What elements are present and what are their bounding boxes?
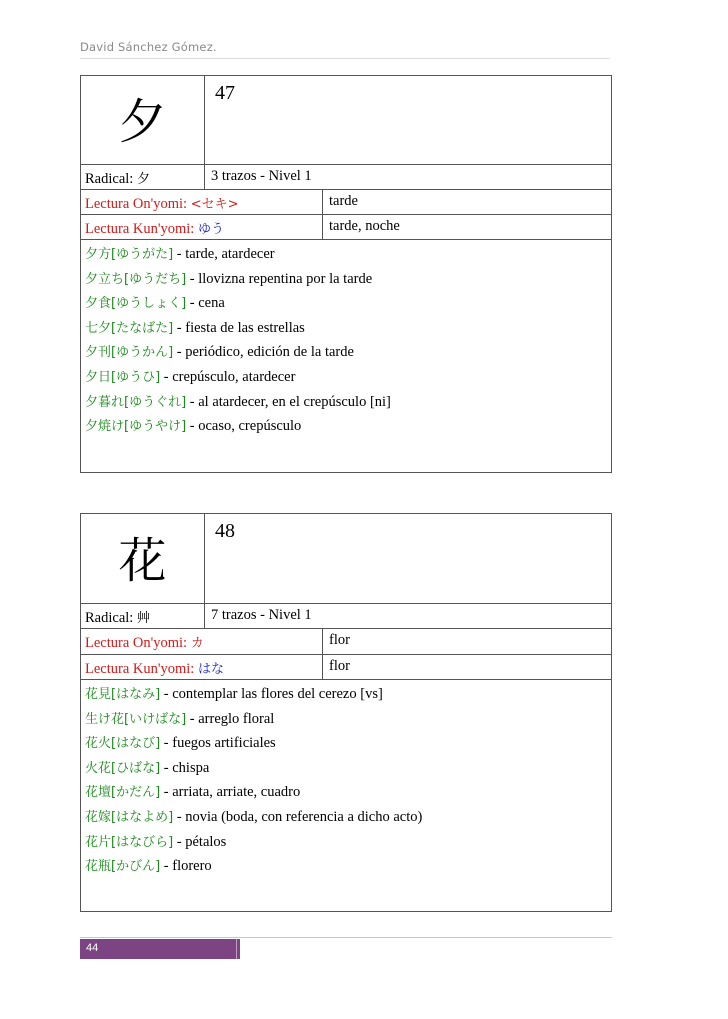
vocab-word: 夕刊[ゆうかん] [85,345,174,361]
radical-cell [81,165,205,189]
kunyomi-reading: ゆう [197,222,224,237]
kunyomi-meaning: tarde, noche [329,218,400,234]
vocab-word: 花火[はなび] [85,736,161,752]
vocab-entry [85,365,611,390]
vocab-meaning: - chispa [160,759,210,776]
kanji-character: 夕 [81,76,205,164]
vocab-meaning: - cena [186,295,225,312]
vocabulary-list [81,680,611,911]
vocab-entry [85,756,611,781]
vocab-word: 花瓶[かびん] [85,859,161,875]
vocab-entry [85,707,611,732]
kunyomi-meaning: flor [329,658,350,674]
vocab-entry [85,682,611,707]
vocab-meaning: - llovizna repentina por la tarde [186,270,373,287]
onyomi-label: Lectura On'yomi: [85,196,191,212]
vocab-meaning: - arreglo floral [186,710,275,727]
radical-label: Radical: [85,171,137,187]
vocab-meaning: - fuegos artificiales [160,735,276,752]
footer-divider-tick [236,939,237,959]
strokes-level: 7 trazos - Nivel 1 [211,607,312,623]
vocab-word: 生け花[いけばな] [85,711,187,727]
kunyomi-reading: はな [197,662,224,677]
kanji-number: 48 [215,520,235,542]
vocab-word: 夕方[ゆうがた] [85,247,174,262]
onyomi-reading: <セキ> [190,197,239,212]
onyomi-cell [81,629,323,654]
kanji-character: 花 [81,514,205,603]
vocab-entry [85,390,611,415]
vocab-meaning: - periódico, edición de la tarde [173,344,354,361]
vocab-meaning: - fiesta de las estrellas [173,319,305,336]
vocab-meaning: - crepúsculo, atardecer [160,368,296,385]
vocab-entry [85,731,611,756]
onyomi-meaning: flor [329,632,350,648]
kunyomi-label: Lectura Kun'yomi: [85,661,198,677]
radical-value: 艸 [136,611,150,626]
vocab-meaning: - pétalos [173,833,227,850]
kanji-card [80,75,612,473]
onyomi-meaning: tarde [329,193,358,209]
vocab-word: 火花[ひばな] [85,760,161,776]
vocab-word: 夕日[ゆうひ] [85,369,161,385]
radical-value: 夕 [136,172,150,187]
vocab-entry [85,414,611,439]
header-divider [80,58,610,59]
vocab-meaning: - novia (boda, con referencia a dicho acto) [173,808,423,825]
vocab-meaning: - arriata, arriate, cuadro [160,784,301,801]
vocabulary-list [81,240,611,472]
vocab-word: 夕暮れ[ゆうぐれ] [85,394,187,410]
vocab-entry [85,316,611,341]
vocab-meaning: - florero [160,858,212,875]
vocab-word: 花嫁[はなよめ] [85,809,174,825]
vocab-word: 花壇[かだん] [85,785,161,801]
vocab-word: 七夕[たなばた] [85,320,174,336]
vocab-entry [85,805,611,830]
vocab-entry [85,291,611,316]
vocab-entry [85,780,611,805]
vocab-meaning: - tarde, atardecer [173,246,275,262]
page-number: 44 [80,939,240,959]
vocab-meaning: - ocaso, crepúsculo [186,418,302,435]
vocab-meaning: - contemplar las flores del cerezo [vs] [160,686,383,702]
page-header-author: David Sánchez Gómez. [80,40,217,54]
vocab-entry [85,854,611,879]
vocab-entry [85,267,611,292]
onyomi-reading: カ [190,636,204,651]
radical-label: Radical: [85,610,137,626]
kunyomi-cell [81,655,323,679]
vocab-word: 夕立ち[ゆうだち] [85,271,187,287]
vocab-word: 花片[はなびら] [85,834,174,850]
footer-divider [80,937,612,938]
strokes-level: 3 trazos - Nivel 1 [211,168,312,184]
vocab-entry [85,830,611,855]
onyomi-label: Lectura On'yomi: [85,635,191,651]
kanji-card [80,513,612,912]
kanji-number: 47 [215,82,235,104]
vocab-meaning: - al atardecer, en el crepúsculo [ni] [186,393,391,410]
onyomi-cell [81,190,323,214]
radical-cell [81,604,205,628]
vocab-entry [85,242,611,267]
vocab-word: 花見[はなみ] [85,687,161,702]
vocab-word: 夕焼け[ゆうやけ] [85,419,187,435]
kunyomi-cell [81,215,323,239]
kunyomi-label: Lectura Kun'yomi: [85,221,198,237]
vocab-word: 夕食[ゆうしょく] [85,296,187,312]
vocab-entry [85,340,611,365]
